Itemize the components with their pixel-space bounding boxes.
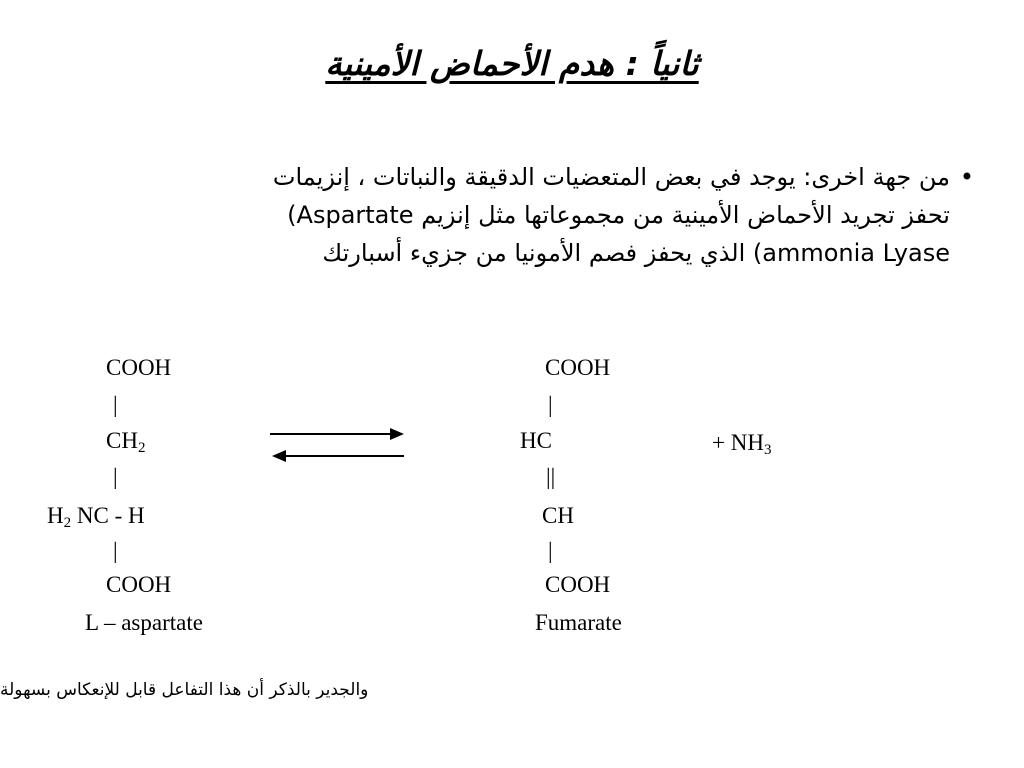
ch2-subscript: 2 <box>137 440 146 456</box>
aspartate-bond-2: | <box>113 464 118 489</box>
amine-rest: NC - H <box>71 503 145 528</box>
aspartate-bond-3: | <box>113 538 118 563</box>
slide-title: ثانياً : هدم الأحماض الأمينية <box>325 44 699 83</box>
footnote <box>0 680 960 700</box>
fumarate-top-cooh: COOH <box>545 355 611 380</box>
fumarate-bond-3: | <box>548 538 553 563</box>
ammonia-byproduct <box>712 430 771 459</box>
fumarate-hc: HC <box>520 428 552 453</box>
fumarate-label: Fumarate <box>535 610 622 635</box>
bullet-line-1: من جهة اخرى: يوجد في بعض المتعضيات الدقيقة والنباتات ، إنزيمات <box>272 163 950 191</box>
bullet-line-3: ammonia Lyase) الذي يحفز فصم الأمونيا من جزيء أسبارتك <box>322 239 950 267</box>
h2-subscript: 2 <box>63 515 72 531</box>
fumarate-bottom-cooh: COOH <box>545 572 611 597</box>
fumarate-ch: CH <box>542 503 574 528</box>
nh-symbol: + NH <box>712 430 764 455</box>
bullet-paragraph <box>70 158 974 272</box>
aspartate-bond-1: | <box>113 392 118 417</box>
h2-symbol: H <box>47 503 64 528</box>
aspartate-ch2 <box>106 428 145 457</box>
bullet-line-2: تحفز تجريد الأحماض الأمينية من مجموعاتها مثل إنزيم Aspartate) <box>287 201 950 229</box>
fumarate-bond-1: | <box>548 392 553 417</box>
nh3-subscript: 3 <box>763 442 772 458</box>
footnote-text: والجدير بالذكر أن هذا التفاعل قابل للإنعكاس بسهولة <box>0 680 369 700</box>
equilibrium-arrow-icon <box>268 424 408 464</box>
aspartate-amine-row <box>47 503 145 532</box>
aspartate-bottom-cooh: COOH <box>106 572 172 597</box>
aspartate-label: L – aspartate <box>85 610 203 635</box>
fumarate-double-bond: || <box>546 464 556 489</box>
aspartate-top-cooh: COOH <box>106 355 172 380</box>
bullet-dot: • <box>959 163 974 191</box>
ch2-symbol: CH <box>106 428 138 453</box>
